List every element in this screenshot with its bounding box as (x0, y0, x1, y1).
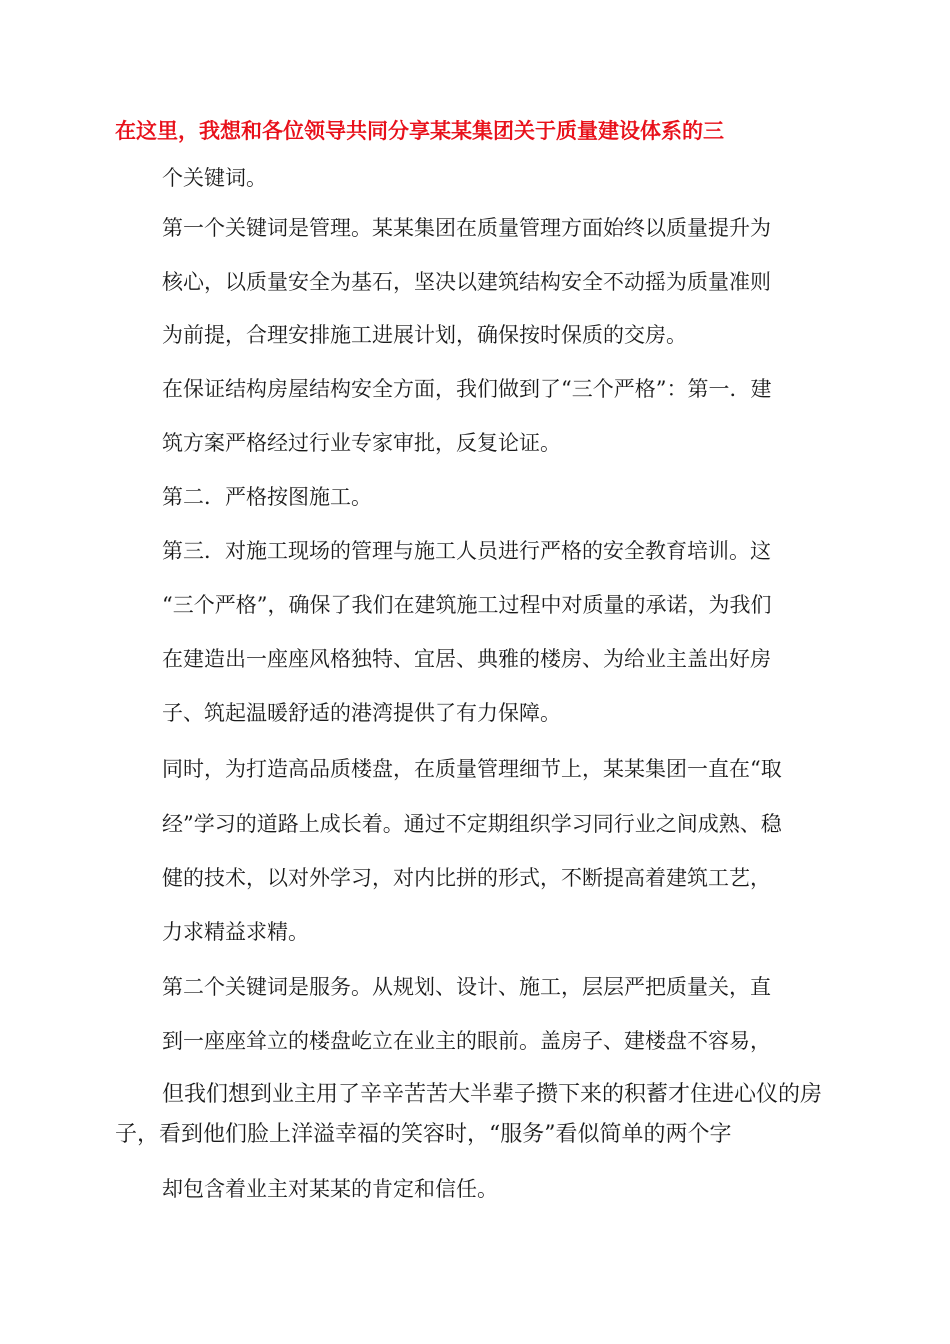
paragraph-line: 第二个关键词是服务。从规划、设计、施工，层层严把质量关，直 (162, 975, 771, 999)
paragraph-line: 健的技术，以对外学习，对内比拼的形式，不断提高着建筑工艺， (162, 866, 771, 890)
paragraph-line: “三个严格”，确保了我们在建筑施工过程中对质量的承诺，为我们 (162, 593, 772, 617)
paragraph-line: 同时，为打造高品质楼盘，在质量管理细节上，某某集团一直在“取 (162, 757, 782, 781)
paragraph-line: 子、筑起温暖舒适的港湾提供了有力保障。 (162, 701, 561, 725)
paragraph-line: 第二．严格按图施工。 (162, 485, 372, 509)
paragraph-line: 第一个关键词是管理。某某集团在质量管理方面始终以质量提升为 (162, 216, 771, 240)
paragraph-line: 子，看到他们脸上洋溢幸福的笑容时，“服务”看似简单的两个字 (115, 1122, 732, 1147)
paragraph-line: 到一座座耸立的楼盘屹立在业主的眼前。盖房子、建楼盘不容易， (162, 1029, 771, 1053)
paragraph-line: 却包含着业主对某某的肯定和信任。 (162, 1177, 498, 1201)
paragraph-line: 为前提，合理安排施工进展计划，确保按时保质的交房。 (162, 323, 687, 347)
document-heading: 在这里，我想和各位领导共同分享某某集团关于质量建设体系的三 (115, 119, 724, 143)
paragraph-line: 经”学习的道路上成长着。通过不定期组织学习同行业之间成熟、稳 (162, 812, 782, 836)
paragraph-line: 筑方案严格经过行业专家审批，反复论证。 (162, 431, 561, 455)
paragraph-line: 第三．对施工现场的管理与施工人员进行严格的安全教育培训。这 (162, 539, 771, 563)
paragraph-line: 在建造出一座座风格独特、宜居、典雅的楼房、为给业主盖出好房 (162, 647, 771, 671)
paragraph-line: 力求精益求精。 (162, 920, 309, 944)
paragraph-line: 核心，以质量安全为基石，坚决以建筑结构安全不动摇为质量准则 (162, 270, 771, 294)
paragraph-line: 在保证结构房屋结构安全方面，我们做到了“三个严格”：第一．建 (162, 377, 772, 401)
paragraph-line: 个关键词。 (162, 166, 267, 190)
paragraph-line: 但我们想到业主用了辛辛苦苦大半辈子攒下来的积蓄才住进心仪的房 (162, 1082, 823, 1107)
